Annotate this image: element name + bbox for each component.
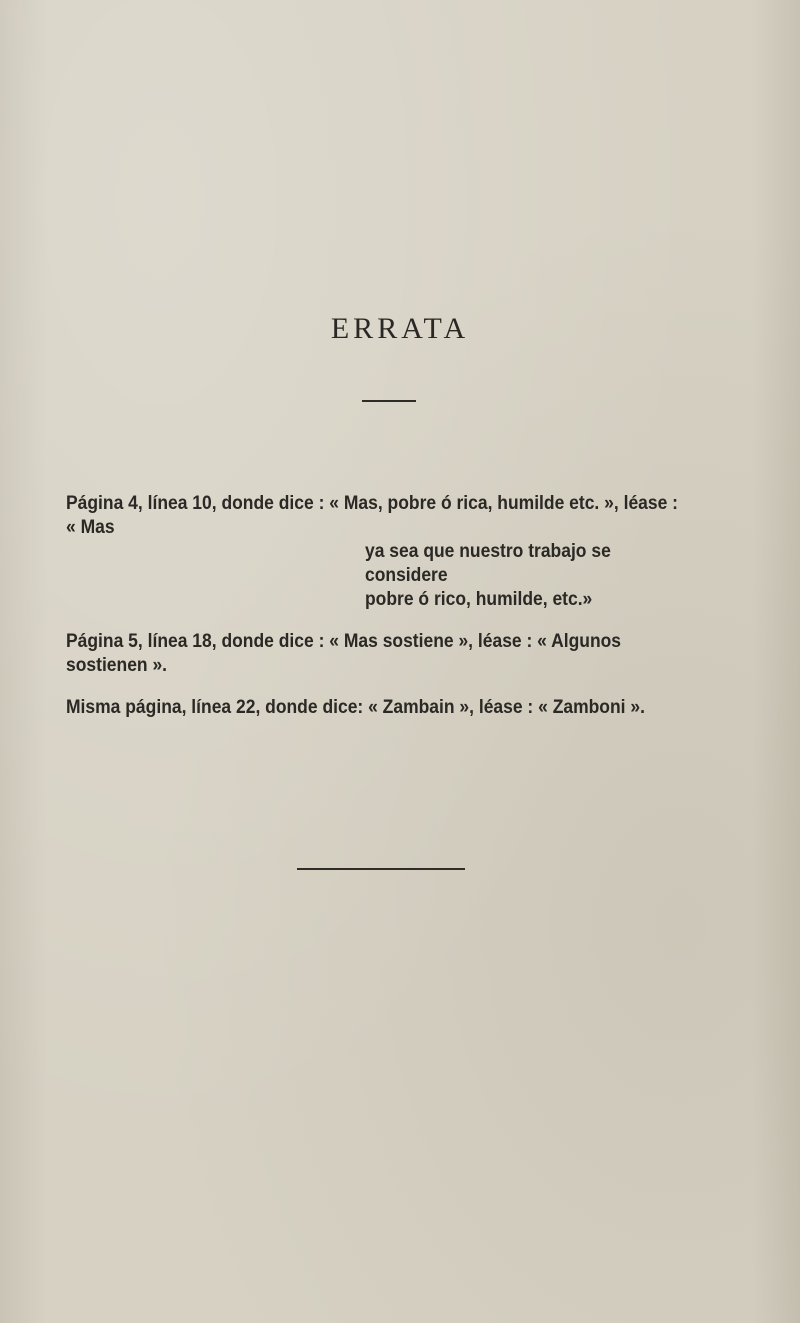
errata-entry-text: Página 5, línea 18, donde dice : « Mas sostiene », léase : « Algunos sostienen ». [66,631,622,676]
errata-entry [66,492,682,612]
page-title: ERRATA [330,312,470,345]
errata-entry [66,630,682,678]
errata-entry-continuation: pobre ó rico, humilde, etc.» [365,589,593,610]
errata-list [66,492,682,738]
errata-entry-text: Misma página, línea 22, donde dice: « Zambain », léase : « Zamboni ». [66,697,645,718]
closing-rule [297,868,465,870]
errata-entry-continuation: ya sea que nuestro trabajo se considere [365,541,611,586]
title-divider [362,400,416,402]
errata-entry [66,696,682,720]
errata-entry-text: Página 4, línea 10, donde dice : « Mas, pobre ó rica, humilde etc. », léase : « Mas [66,493,679,538]
